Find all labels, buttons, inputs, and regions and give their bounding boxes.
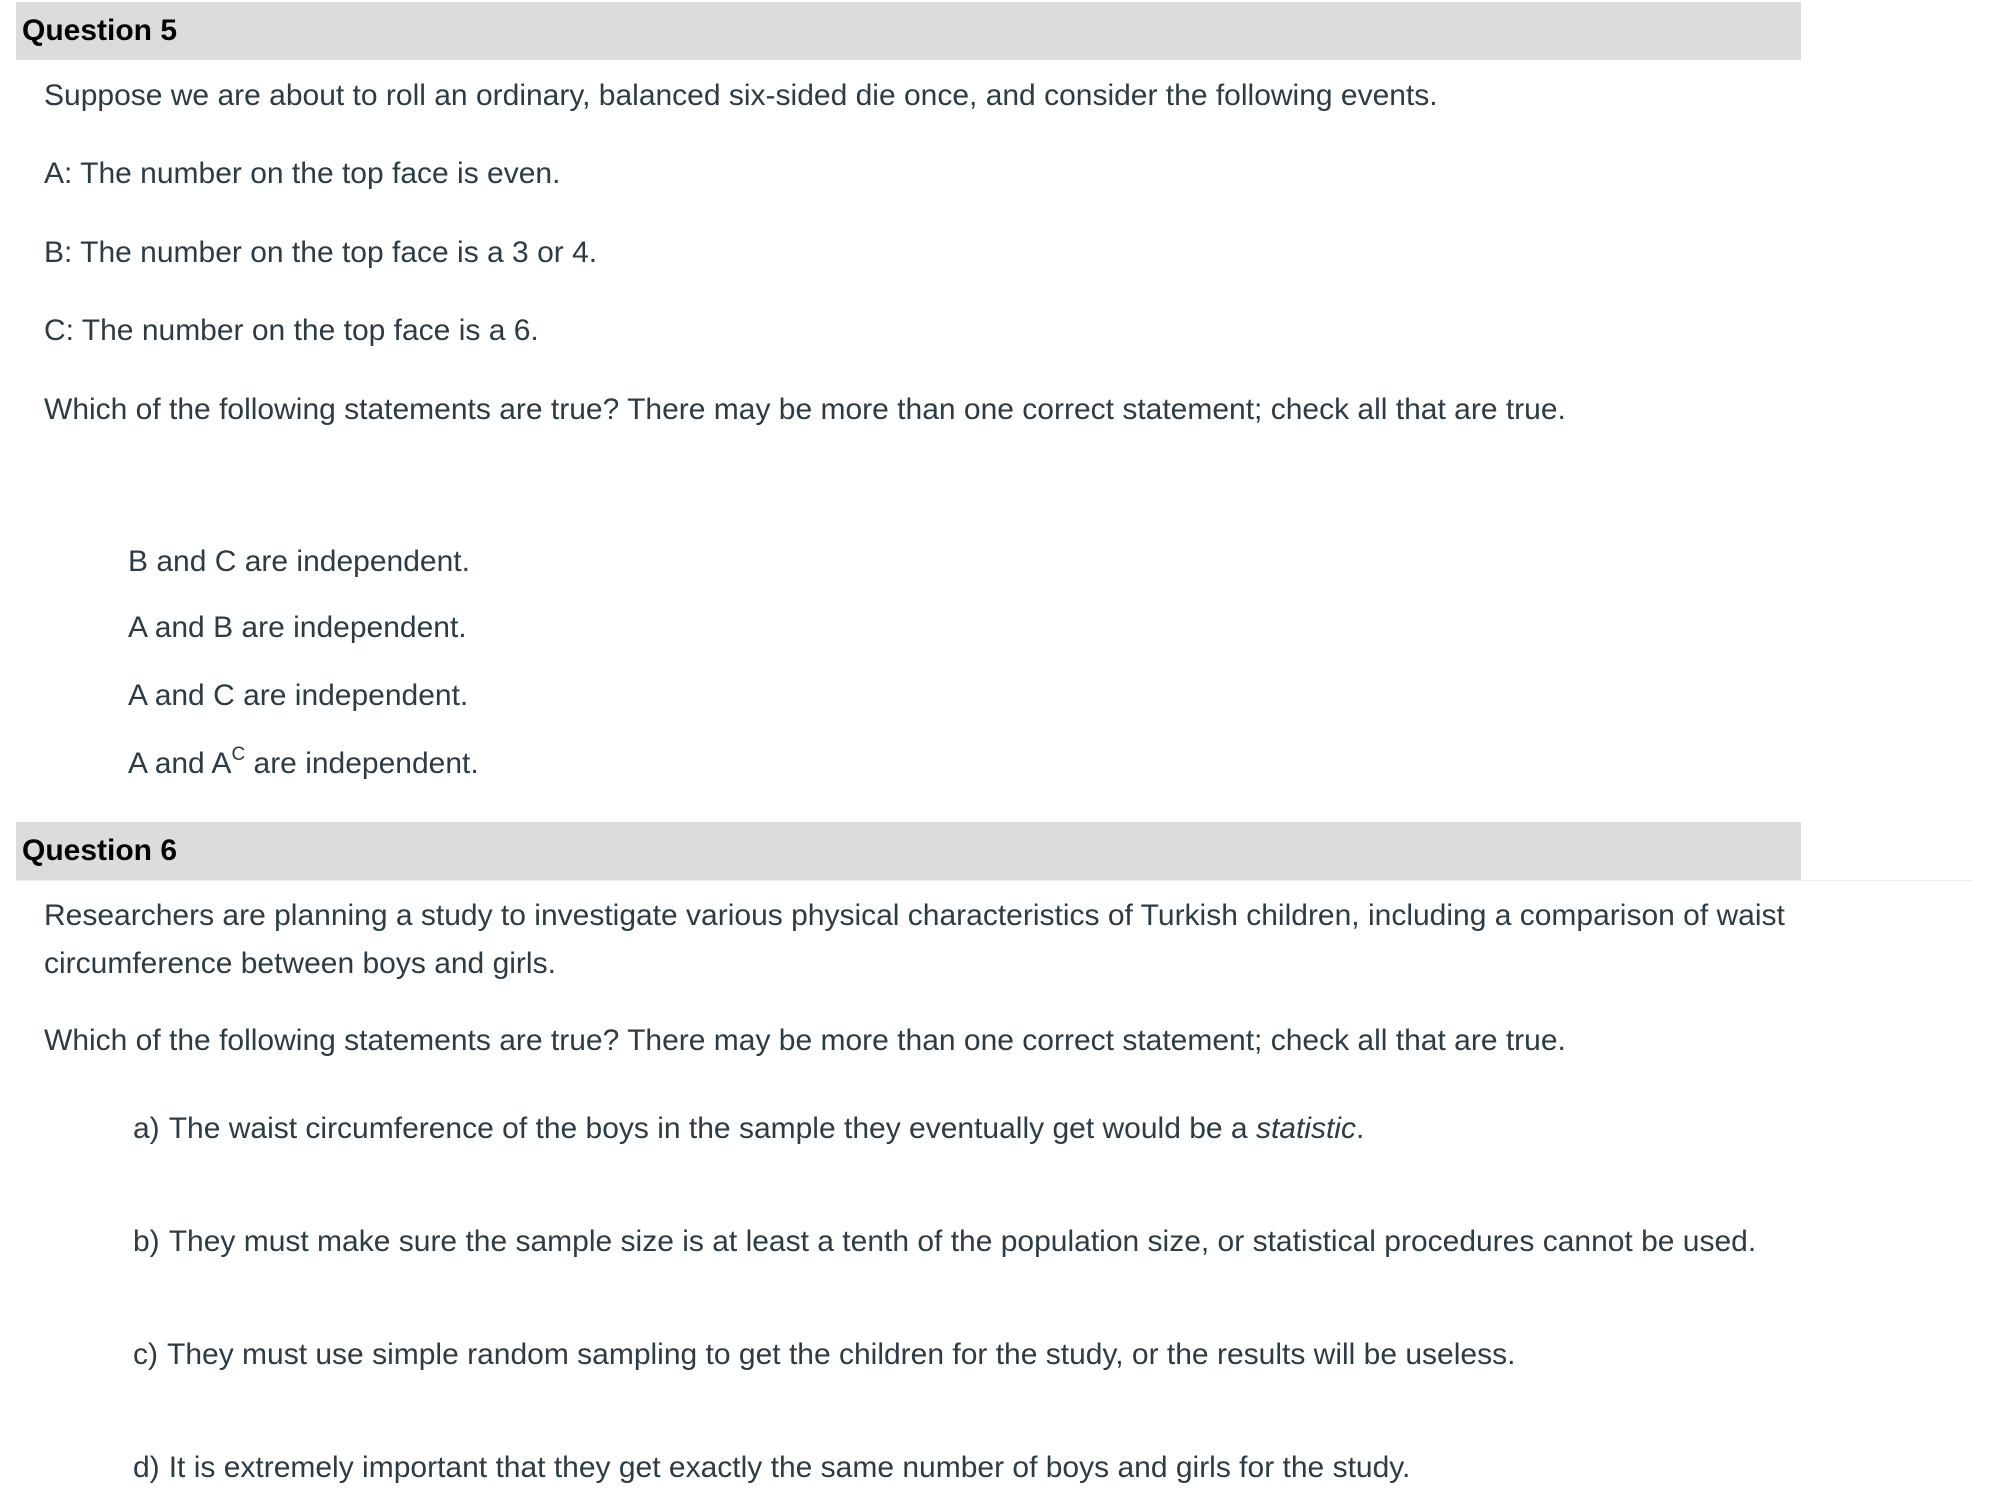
q5-option-1-label: B and C are independent.: [128, 545, 470, 578]
question-5-intro: Suppose we are about to roll an ordinary, balanced six-sided die once, and consider the following events.: [44, 79, 1438, 112]
q5-option-2[interactable]: [128, 608, 467, 648]
complement-superscript: C: [231, 744, 246, 765]
q6-option-a-text: The waist circumference of the boys in the sample they eventually get would be a: [168, 1112, 1256, 1145]
q5-option-4[interactable]: [128, 744, 479, 784]
q5-option-4-text-after: are independent.: [245, 747, 479, 780]
question-6-prompt: Which of the following statements are true? There may be more than one correct statement; check all that are true.: [44, 1024, 1566, 1057]
q6-option-a-period: .: [1355, 1112, 1365, 1145]
q5-option-3-label: A and C are independent.: [128, 679, 469, 712]
question-6-intro: Researchers are planning a study to investigate various physical characteristics of Turkish children, including a comparison of waist circumference between boys and girls.: [44, 899, 1785, 980]
question-6-header: [16, 822, 1801, 880]
question-6-divider: [16, 880, 1972, 881]
q6-option-b-letter: b): [133, 1225, 160, 1258]
q5-option-4-text-before: A and A: [128, 747, 232, 780]
question-5-title: Question 5: [22, 14, 178, 47]
question-5-prompt: Which of the following statements are true? There may be more than one correct statement; check all that are true.: [44, 393, 1566, 426]
q6-option-d[interactable]: [133, 1448, 1410, 1488]
q6-option-d-letter: d): [133, 1451, 160, 1484]
q6-option-b-text: They must make sure the sample size is at least a tenth of the population size, or statistical procedures cannot be used.: [168, 1225, 1757, 1258]
q5-option-2-label: A and B are independent.: [128, 611, 467, 644]
q6-option-b[interactable]: [133, 1222, 1756, 1262]
q6-option-c-letter: c): [133, 1338, 158, 1371]
event-c: C: The number on the top face is a 6.: [44, 314, 539, 347]
event-a: A: The number on the top face is even.: [44, 157, 561, 190]
question-6-title: Question 6: [22, 834, 178, 867]
question-5-header: [16, 2, 1801, 60]
q6-option-c-text: They must use simple random sampling to get the children for the study, or the results will be useless.: [167, 1338, 1516, 1371]
q6-option-a-emphasis: statistic: [1255, 1112, 1356, 1145]
q5-option-3[interactable]: [128, 676, 468, 716]
q6-option-a[interactable]: [133, 1109, 1364, 1149]
event-b: B: The number on the top face is a 3 or 4.: [44, 236, 598, 269]
q6-option-c[interactable]: [133, 1335, 1515, 1375]
q6-option-d-text: It is extremely important that they get exactly the same number of boys and girls for the study.: [168, 1451, 1411, 1484]
q6-option-a-letter: a): [133, 1112, 160, 1145]
q5-option-1[interactable]: [128, 542, 470, 582]
